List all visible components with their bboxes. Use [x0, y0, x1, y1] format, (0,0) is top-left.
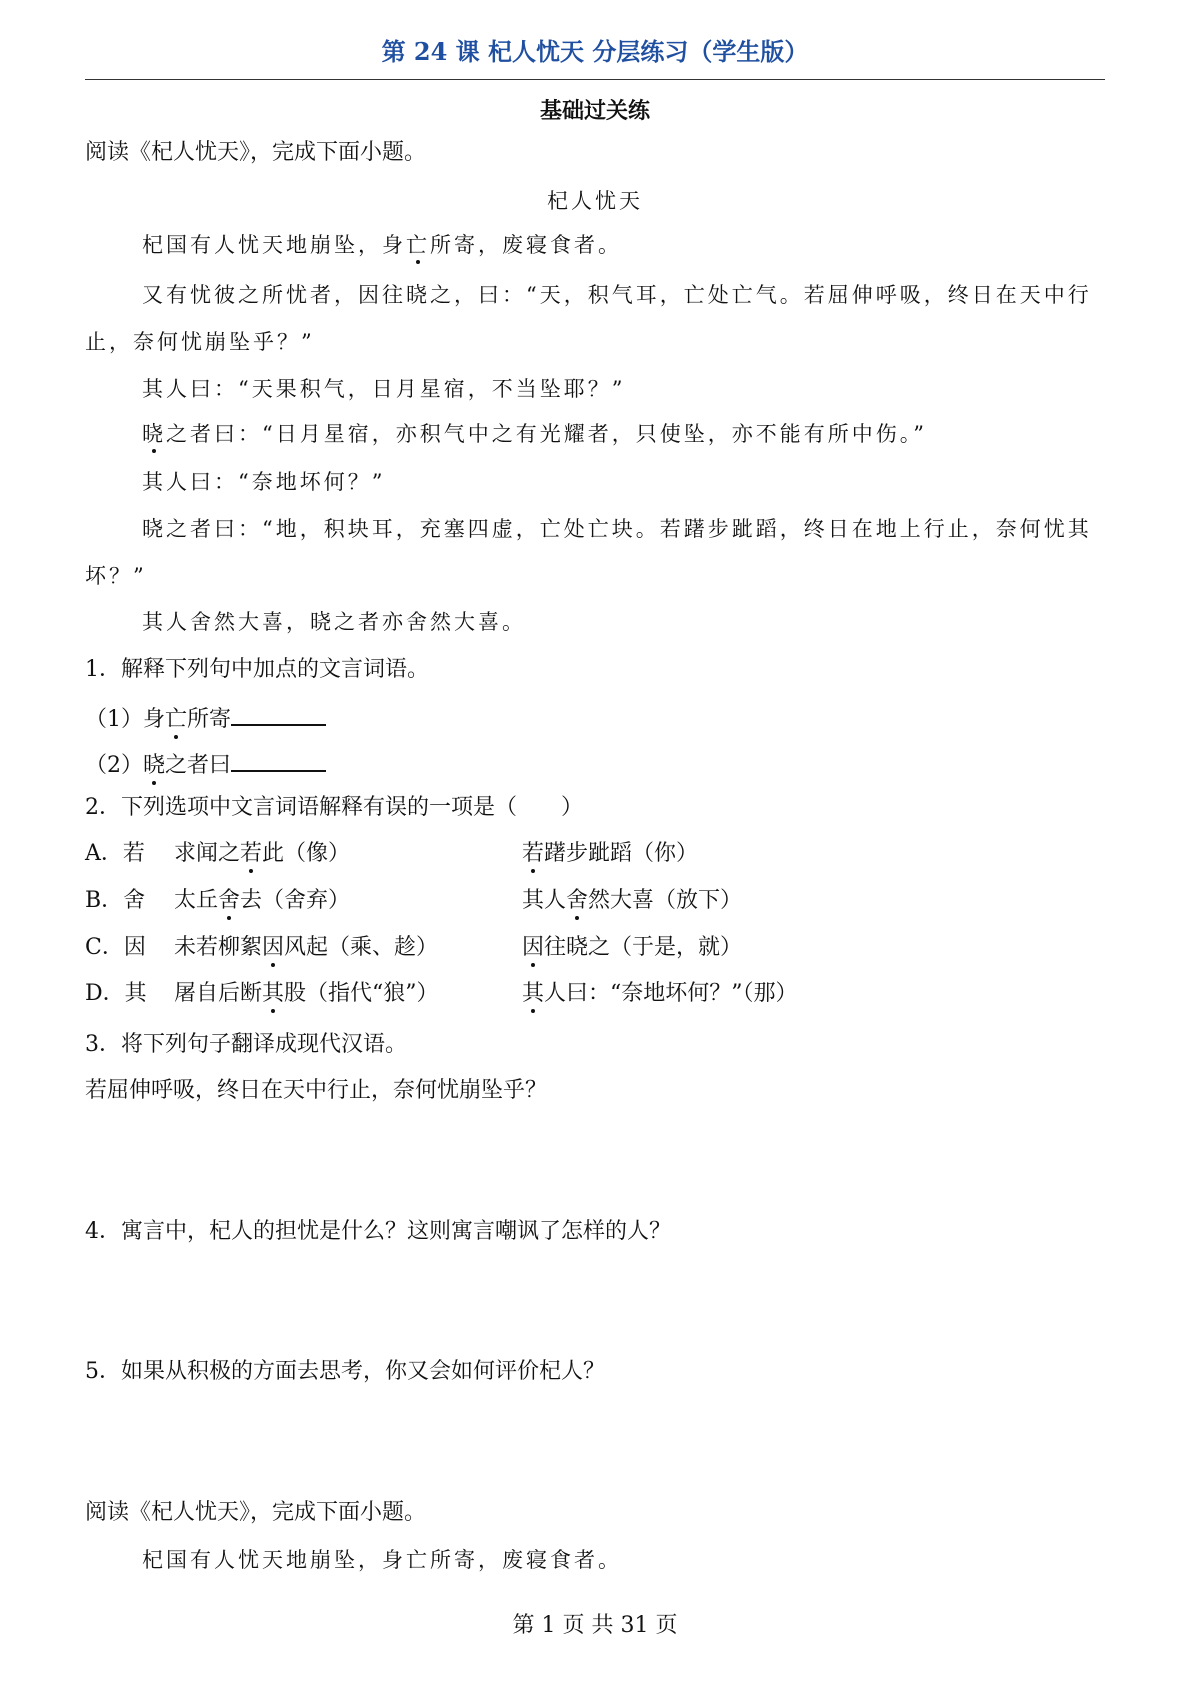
reading-instruction-2: 阅读《杞人忧天》，完成下面小题。: [85, 1500, 427, 1525]
option-b-right: [522, 886, 742, 916]
text-segment: 之者曰: [165, 753, 232, 778]
question-1-stem: 1．解释下列句中加点的文言词语。: [85, 657, 429, 682]
option-b-left: [174, 886, 350, 916]
question-4-stem: 4．寓言中，杞人的担忧是什么？这则寓言嘲讽了怎样的人？: [85, 1219, 671, 1244]
option-c-left: [174, 933, 438, 963]
text-segment: 风起（乘、趁）: [284, 935, 439, 960]
text-segment: 然大喜（放下）: [588, 888, 743, 913]
option-c-right: [522, 933, 742, 963]
text-segment: 人曰：“奈地坏何？”（那）: [544, 981, 798, 1006]
passage-paragraph-2-line-1: 又有忧彼之所忧者，因往晓之，曰：“天，积气耳，亡处亡气。若屈伸呼吸，终日在天中行: [142, 283, 1092, 307]
passage-paragraph-4: [142, 419, 927, 449]
passage-2-paragraph-1: 杞国有人忧天地崩坠，身亡所寄，废寝食者。: [142, 1548, 622, 1572]
text-segment: 杞国有人忧天地崩坠，身: [142, 233, 406, 257]
option-c-label[interactable]: C．因: [85, 935, 146, 960]
document-header-title: 第 24 课 杞人忧天 分层练习（学生版）: [381, 37, 809, 66]
text-segment: 此（像）: [262, 841, 351, 866]
text-segment: 躇步跐蹈（你）: [544, 841, 699, 866]
passage-paragraph-5: 其人曰：“奈地坏何？”: [142, 470, 386, 494]
text-segment: 股（指代“狼”）: [284, 981, 439, 1006]
page-footer: 第 1 页 共 31 页: [512, 1613, 678, 1638]
dotted-word: 其: [522, 979, 544, 1009]
text-segment: 求闻之: [174, 841, 241, 866]
option-d-right: [522, 979, 798, 1009]
dotted-word: 舍: [566, 886, 588, 916]
dotted-word: 亡: [406, 230, 430, 260]
question-1-item-1: [85, 700, 326, 735]
text-segment: 屠自后断: [174, 981, 263, 1006]
option-a-label[interactable]: A．若: [85, 841, 145, 866]
dotted-word: 因: [262, 933, 284, 963]
text-segment: 未若柳絮: [174, 935, 263, 960]
reading-instruction: 阅读《杞人忧天》，完成下面小题。: [85, 140, 427, 165]
option-b-label[interactable]: B．舍: [85, 888, 146, 913]
question-2-stem: 2．下列选项中文言词语解释有误的一项是（ ）: [85, 795, 583, 820]
option-a-left: [174, 839, 350, 869]
passage-title: 杞人忧天: [547, 189, 643, 213]
question-3-sentence: 若屈伸呼吸，终日在天中行止，奈何忧崩坠乎？: [85, 1078, 548, 1103]
header-rule: [85, 79, 1105, 80]
dotted-word: 若: [240, 839, 262, 869]
passage-paragraph-7: 其人舍然大喜，晓之者亦舍然大喜。: [142, 610, 526, 634]
option-d-left: [174, 979, 439, 1009]
dotted-word: 因: [522, 933, 544, 963]
dotted-word: 其: [262, 979, 284, 1009]
text-segment: （2）: [85, 753, 143, 778]
text-segment: 其人: [522, 888, 567, 913]
text-segment: 去（舍弃）: [240, 888, 351, 913]
text-segment: （1）身: [85, 707, 165, 732]
answer-blank[interactable]: [231, 746, 326, 772]
answer-blank[interactable]: [231, 700, 326, 726]
option-d-label[interactable]: D．其: [85, 981, 147, 1006]
option-a-right: [522, 839, 698, 869]
section-title: 基础过关练: [539, 98, 650, 124]
text-segment: 所寄，废寝食者。: [430, 233, 622, 257]
passage-paragraph-6-line-2: 坏？”: [85, 564, 147, 588]
question-3-stem: 3．将下列句子翻译成现代汉语。: [85, 1032, 407, 1057]
question-5-stem: 5．如果从积极的方面去思考，你又会如何评价杞人？: [85, 1359, 605, 1384]
text-segment: 之者曰：“日月星宿，亦积气中之有光耀者，只使坠，亦不能有所中伤。”: [166, 422, 927, 446]
text-segment: 所寄: [187, 707, 232, 732]
dotted-word: 若: [522, 839, 544, 869]
passage-paragraph-1: [142, 230, 622, 260]
passage-paragraph-2-line-2: 止，奈何忧崩坠乎？”: [85, 330, 315, 354]
text-segment: 往晓之（于是，就）: [544, 935, 743, 960]
dotted-word: 晓: [143, 751, 165, 781]
dotted-word: 晓: [142, 419, 166, 449]
dotted-word: 舍: [218, 886, 240, 916]
text-segment: 太丘: [174, 888, 219, 913]
passage-paragraph-3: 其人曰：“天果积气，日月星宿，不当坠耶？”: [142, 377, 626, 401]
question-1-item-2: [85, 746, 326, 781]
passage-paragraph-6-line-1: 晓之者曰：“地，积块耳，充塞四虚，亡处亡块。若躇步跐蹈，终日在地上行止，奈何忧其: [142, 517, 1092, 541]
dotted-word: 亡: [165, 705, 187, 735]
